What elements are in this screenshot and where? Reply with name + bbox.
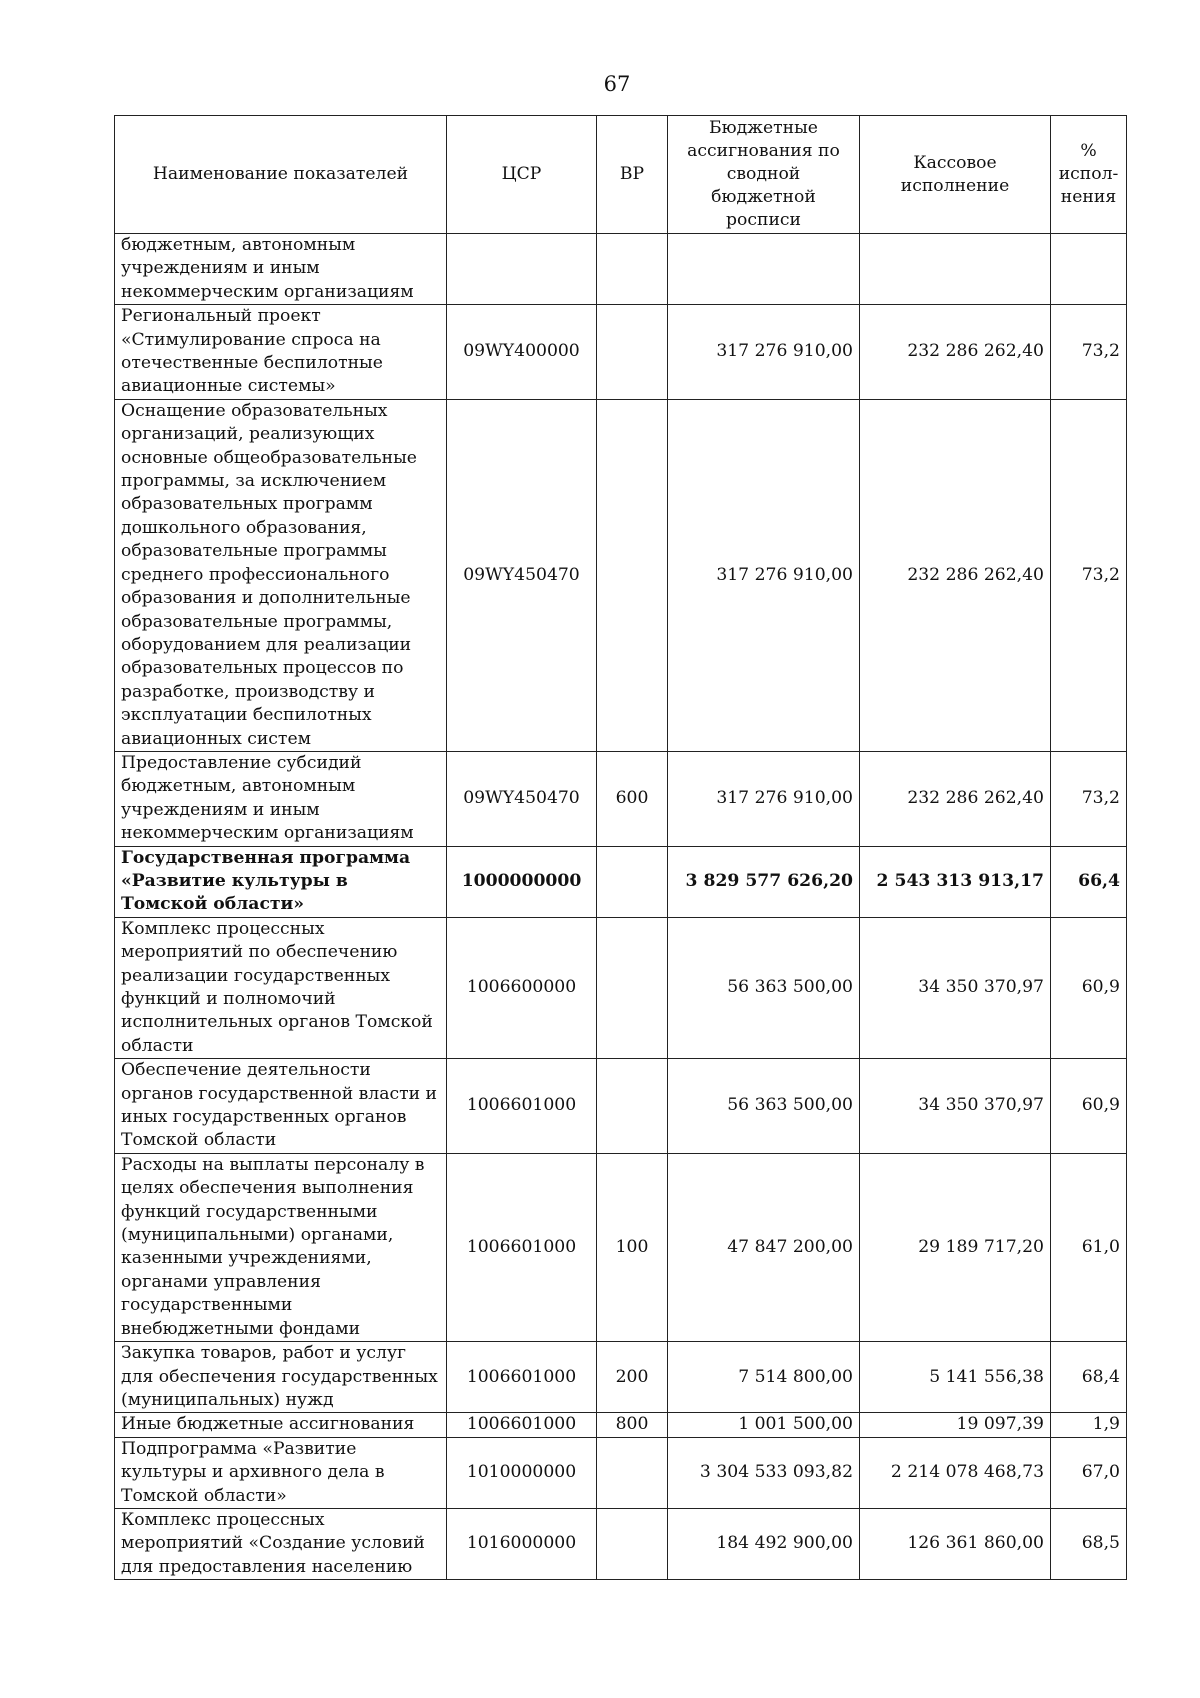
row-name: Региональный проект «Стимулирование спроса на отечественные беспилотные авиационные системы» — [115, 305, 447, 400]
row-vr: 800 — [597, 1413, 668, 1437]
row-name: Комплекс процессных мероприятий «Создание условий для предоставления населению — [115, 1508, 447, 1579]
row-vr — [597, 917, 668, 1058]
row-name: Государственная программа «Развитие культуры в Томской области» — [115, 846, 447, 917]
table-row — [115, 399, 1127, 751]
row-pct: 68,4 — [1051, 1342, 1127, 1413]
row-cash: 34 350 370,97 — [860, 1059, 1051, 1154]
row-budget — [668, 234, 860, 305]
row-budget: 3 304 533 093,82 — [668, 1437, 860, 1508]
row-pct: 73,2 — [1051, 305, 1127, 400]
table-row — [115, 1413, 1127, 1437]
row-pct: 60,9 — [1051, 1059, 1127, 1154]
row-name: Иные бюджетные ассигнования — [115, 1413, 447, 1437]
row-cash — [860, 234, 1051, 305]
row-name: Подпрограмма «Развитие культуры и архивного дела в Томской области» — [115, 1437, 447, 1508]
row-name: бюджетным, автономным учреждениям и иным некоммерческим организациям — [115, 234, 447, 305]
row-name: Комплекс процессных мероприятий по обеспечению реализации государственных функций и полномочий исполнительных органов Томской области — [115, 917, 447, 1058]
table-row — [115, 917, 1127, 1058]
table-row — [115, 1342, 1127, 1413]
row-vr — [597, 846, 668, 917]
row-pct: 73,2 — [1051, 399, 1127, 751]
row-cash: 5 141 556,38 — [860, 1342, 1051, 1413]
row-budget: 184 492 900,00 — [668, 1508, 860, 1579]
table-row — [115, 751, 1127, 846]
row-name: Предоставление субсидий бюджетным, автономным учреждениям и иным некоммерческим организациям — [115, 751, 447, 846]
row-csr: 1006601000 — [447, 1153, 597, 1341]
header-pct: % испол-нения — [1051, 116, 1127, 234]
table-row — [115, 1059, 1127, 1154]
row-vr — [597, 399, 668, 751]
row-budget: 56 363 500,00 — [668, 1059, 860, 1154]
row-csr: 1006601000 — [447, 1342, 597, 1413]
row-pct: 73,2 — [1051, 751, 1127, 846]
row-budget: 47 847 200,00 — [668, 1153, 860, 1341]
row-pct: 66,4 — [1051, 846, 1127, 917]
header-row — [115, 116, 1127, 234]
row-vr: 600 — [597, 751, 668, 846]
row-name: Оснащение образовательных организаций, реализующих основные общеобразовательные программы, за исключением образовательных программ дошкольного образования, образовательные программы среднего профессионального образования и дополнительные образовательные программы, оборудованием для реализации образовательных процессов по разработке, производству и эксплуатации беспилотных авиационных систем — [115, 399, 447, 751]
row-budget: 7 514 800,00 — [668, 1342, 860, 1413]
row-pct: 67,0 — [1051, 1437, 1127, 1508]
header-vr: ВР — [597, 116, 668, 234]
row-csr: 09WY450470 — [447, 399, 597, 751]
header-cash: Кассовое исполнение — [860, 116, 1051, 234]
row-cash: 232 286 262,40 — [860, 399, 1051, 751]
header-csr: ЦСР — [447, 116, 597, 234]
row-csr: 1010000000 — [447, 1437, 597, 1508]
row-name: Закупка товаров, работ и услуг для обеспечения государственных (муниципальных) нужд — [115, 1342, 447, 1413]
row-cash: 34 350 370,97 — [860, 917, 1051, 1058]
row-pct — [1051, 234, 1127, 305]
row-budget: 1 001 500,00 — [668, 1413, 860, 1437]
row-budget: 56 363 500,00 — [668, 917, 860, 1058]
row-csr: 1006601000 — [447, 1413, 597, 1437]
row-cash: 2 214 078 468,73 — [860, 1437, 1051, 1508]
row-name: Обеспечение деятельности органов государственной власти и иных государственных органов Томской области — [115, 1059, 447, 1154]
table-row — [115, 1153, 1127, 1341]
budget-execution-table — [114, 115, 1127, 1580]
table-row — [115, 234, 1127, 305]
row-pct: 60,9 — [1051, 917, 1127, 1058]
page-number: 67 — [603, 72, 631, 96]
row-cash: 29 189 717,20 — [860, 1153, 1051, 1341]
row-vr — [597, 1508, 668, 1579]
row-pct: 68,5 — [1051, 1508, 1127, 1579]
row-vr: 100 — [597, 1153, 668, 1341]
row-csr: 09WY450470 — [447, 751, 597, 846]
table-row — [115, 1437, 1127, 1508]
row-csr: 1006600000 — [447, 917, 597, 1058]
row-csr — [447, 234, 597, 305]
row-cash: 126 361 860,00 — [860, 1508, 1051, 1579]
row-cash: 232 286 262,40 — [860, 305, 1051, 400]
row-cash: 19 097,39 — [860, 1413, 1051, 1437]
row-vr — [597, 1437, 668, 1508]
row-csr: 09WY400000 — [447, 305, 597, 400]
row-budget: 317 276 910,00 — [668, 305, 860, 400]
row-budget: 317 276 910,00 — [668, 751, 860, 846]
row-csr: 1000000000 — [447, 846, 597, 917]
row-vr — [597, 1059, 668, 1154]
table-row — [115, 1508, 1127, 1579]
row-vr — [597, 234, 668, 305]
row-pct: 61,0 — [1051, 1153, 1127, 1341]
row-budget: 317 276 910,00 — [668, 399, 860, 751]
table-row — [115, 305, 1127, 400]
row-cash: 232 286 262,40 — [860, 751, 1051, 846]
row-vr: 200 — [597, 1342, 668, 1413]
row-vr — [597, 305, 668, 400]
row-pct: 1,9 — [1051, 1413, 1127, 1437]
row-cash: 2 543 313 913,17 — [860, 846, 1051, 917]
header-name: Наименование показателей — [115, 116, 447, 234]
table-row — [115, 846, 1127, 917]
header-budget: Бюджетные ассигнования по сводной бюджетной росписи — [668, 116, 860, 234]
row-csr: 1006601000 — [447, 1059, 597, 1154]
row-csr: 1016000000 — [447, 1508, 597, 1579]
row-budget: 3 829 577 626,20 — [668, 846, 860, 917]
row-name: Расходы на выплаты персоналу в целях обеспечения выполнения функций государственными (муниципальными) органами, казенными учреждениями, органами управления государственными внебюджетными фондами — [115, 1153, 447, 1341]
